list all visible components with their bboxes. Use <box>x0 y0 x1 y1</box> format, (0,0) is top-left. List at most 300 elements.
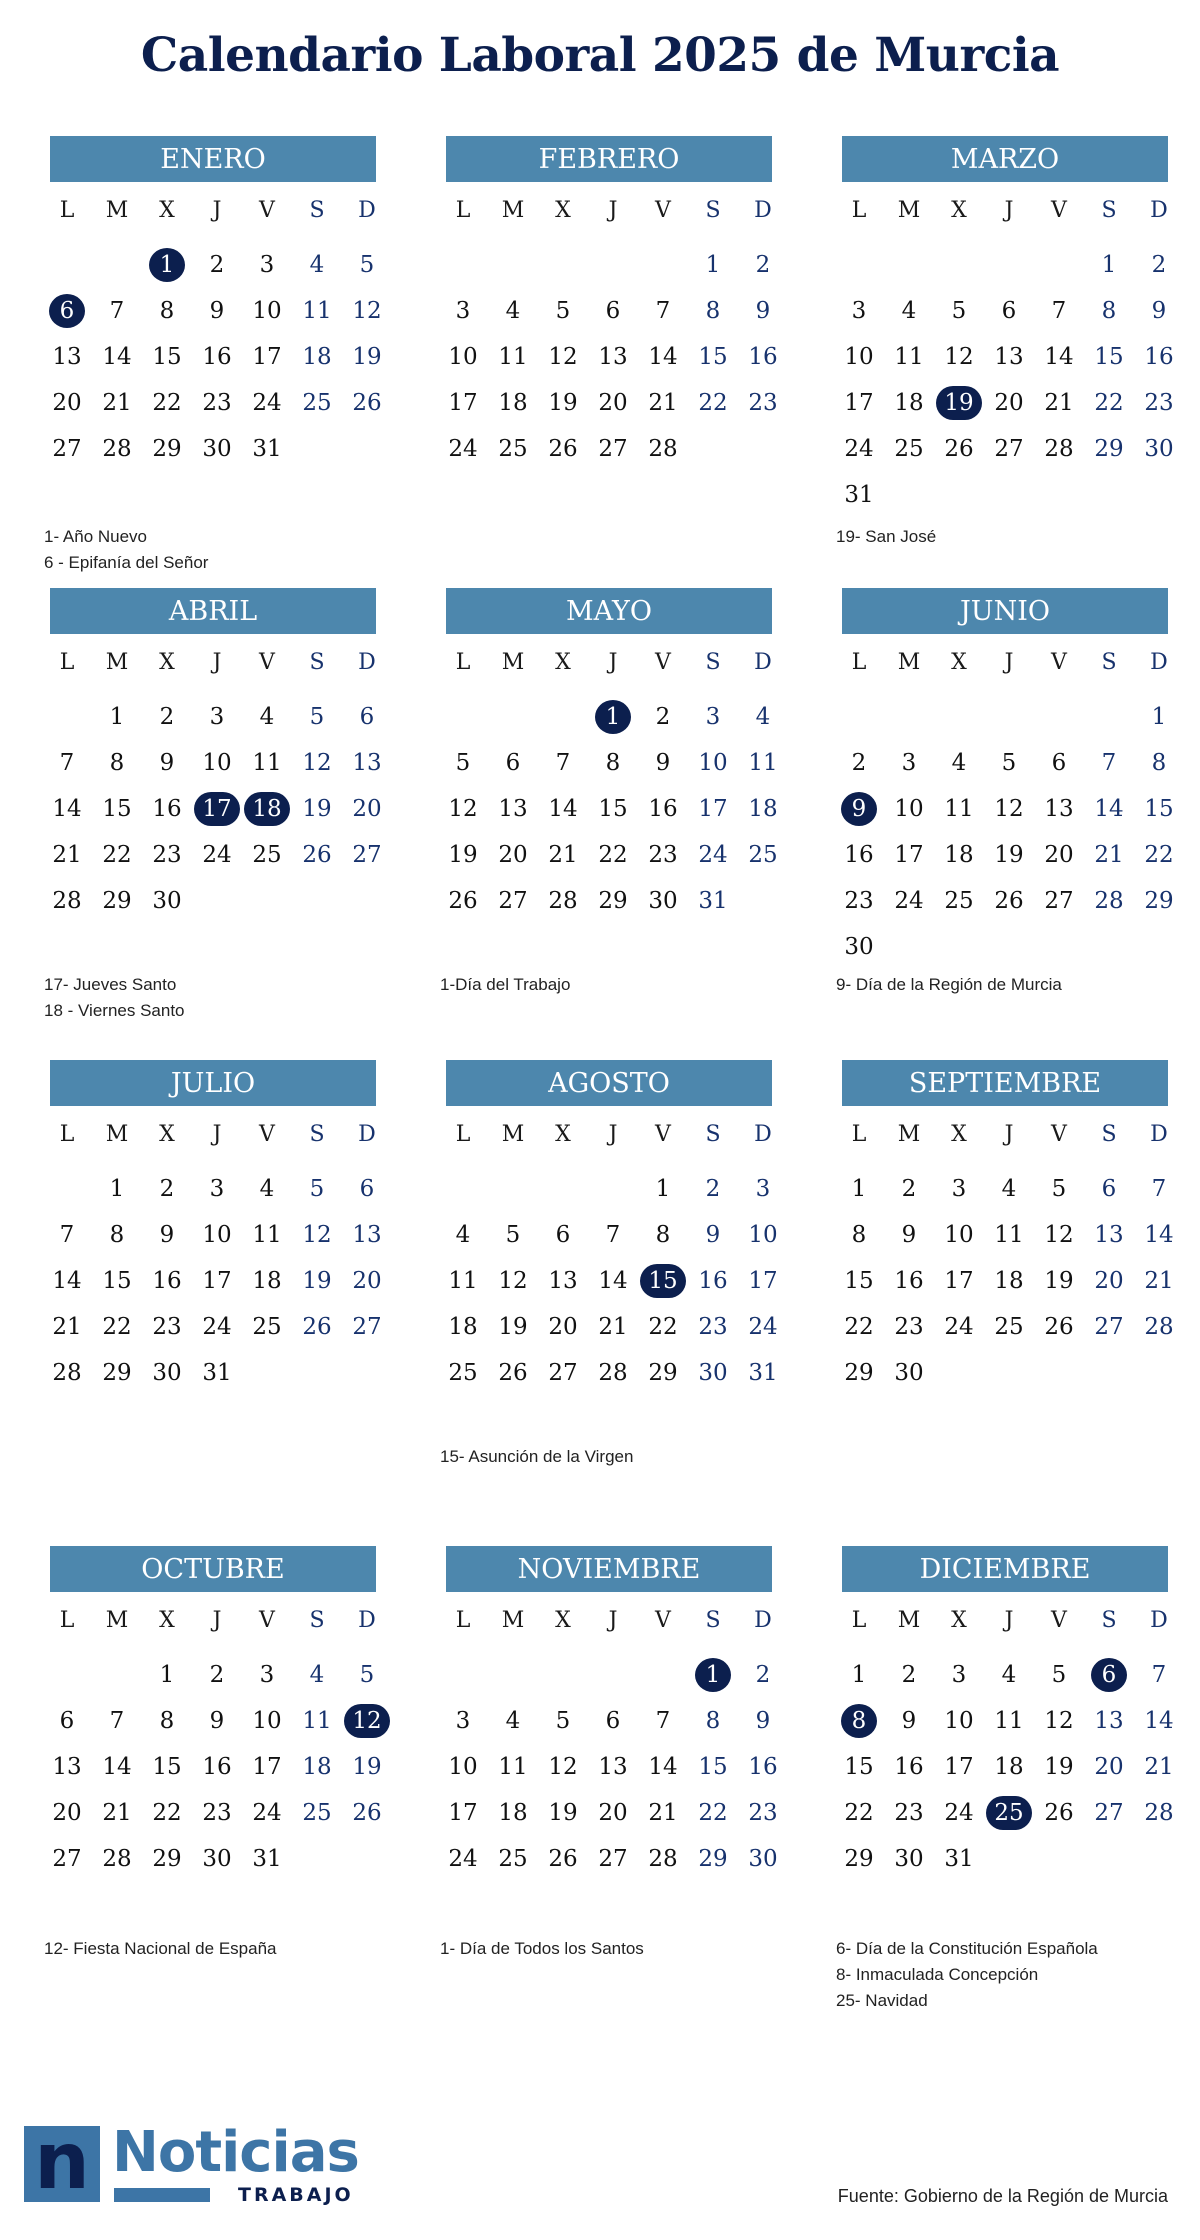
calendar-day: 16 <box>894 1268 924 1294</box>
calendar-day: 8 <box>159 1708 175 1734</box>
calendar-day: 19 <box>548 390 578 416</box>
weekday-label: S <box>309 650 325 675</box>
calendar-day: 12 <box>352 298 382 324</box>
calendar-day: 15 <box>844 1754 874 1780</box>
calendar-day: 22 <box>1144 842 1174 868</box>
calendar-day: 27 <box>352 1314 382 1340</box>
calendar-day: 7 <box>1151 1176 1167 1202</box>
calendar-day: 26 <box>498 1360 528 1386</box>
calendar-day: 31 <box>252 436 282 462</box>
calendar-day: 3 <box>951 1662 967 1688</box>
calendar-day: 10 <box>448 1754 478 1780</box>
weekday-label: X <box>555 650 571 675</box>
calendar-day: 21 <box>1044 390 1074 416</box>
calendar-day: 20 <box>598 390 628 416</box>
calendar-day: 25 <box>944 888 974 914</box>
holiday-note: 17- Jueves Santo <box>44 975 177 994</box>
calendar-day: 4 <box>455 1222 471 1248</box>
calendar-day: 4 <box>259 704 275 730</box>
weekday-label: J <box>212 650 222 675</box>
calendar-day: 1 <box>851 1662 867 1688</box>
month-header: AGOSTO <box>446 1060 772 1106</box>
calendar-day: 25 <box>748 842 778 868</box>
calendar-day: 31 <box>944 1846 974 1872</box>
calendar-day: 14 <box>52 1268 82 1294</box>
weekday-label: X <box>951 650 967 675</box>
calendar-day: 11 <box>252 1222 282 1248</box>
holiday-notes <box>44 1936 276 1962</box>
calendar-day: 3 <box>209 1176 225 1202</box>
month-header: JUNIO <box>842 588 1168 634</box>
calendar-day: 18 <box>252 1268 282 1294</box>
calendar-day: 3 <box>259 252 275 278</box>
calendar-day: 3 <box>755 1176 771 1202</box>
calendar-day: 5 <box>359 1662 375 1688</box>
month-header: NOVIEMBRE <box>446 1546 772 1592</box>
holiday-day: 17 <box>192 790 242 828</box>
holiday-day: 1 <box>142 246 192 284</box>
calendar-day: 8 <box>851 1222 867 1248</box>
calendar-day: 30 <box>1144 436 1174 462</box>
calendar-day: 23 <box>202 390 232 416</box>
calendar-day: 31 <box>748 1360 778 1386</box>
calendar-day: 10 <box>944 1222 974 1248</box>
calendar-day: 12 <box>1044 1708 1074 1734</box>
calendar-day: 3 <box>455 1708 471 1734</box>
calendar-day: 14 <box>1094 796 1124 822</box>
calendar-day: 27 <box>1044 888 1074 914</box>
weekday-label: V <box>1051 1122 1067 1147</box>
calendar-day: 7 <box>655 298 671 324</box>
calendar-day: 14 <box>598 1268 628 1294</box>
calendar-day: 20 <box>52 390 82 416</box>
calendar-day: 18 <box>748 796 778 822</box>
calendar-day: 31 <box>202 1360 232 1386</box>
holiday-note: 15- Asunción de la Virgen <box>440 1447 634 1466</box>
calendar-day: 17 <box>698 796 728 822</box>
calendar-day: 1 <box>655 1176 671 1202</box>
calendar-day: 7 <box>109 298 125 324</box>
holiday-day: 18 <box>242 790 292 828</box>
calendar-day: 23 <box>152 842 182 868</box>
calendar-day: 2 <box>901 1662 917 1688</box>
calendar-day: 15 <box>598 796 628 822</box>
holiday-note: 8- Inmaculada Concepción <box>836 1965 1039 1984</box>
weekday-label: J <box>1004 1122 1014 1147</box>
calendar-day: 21 <box>598 1314 628 1340</box>
calendar-day: 31 <box>252 1846 282 1872</box>
month-header: FEBRERO <box>446 136 772 182</box>
calendar-day: 13 <box>498 796 528 822</box>
calendar-day: 15 <box>698 344 728 370</box>
calendar-day: 23 <box>894 1314 924 1340</box>
calendar-day: 30 <box>748 1846 778 1872</box>
calendar-day: 1 <box>109 704 125 730</box>
calendar-day: 25 <box>252 1314 282 1340</box>
calendar-day: 15 <box>152 344 182 370</box>
weekday-label: M <box>105 198 129 223</box>
calendar-day: 22 <box>152 390 182 416</box>
weekday-label: V <box>655 1608 671 1633</box>
calendar-day: 29 <box>598 888 628 914</box>
calendar-day: 5 <box>309 704 325 730</box>
calendar-day: 14 <box>102 1754 132 1780</box>
calendar-day: 25 <box>894 436 924 462</box>
calendar-day: 10 <box>252 1708 282 1734</box>
calendar-day: 18 <box>994 1754 1024 1780</box>
calendar-day: 5 <box>1051 1662 1067 1688</box>
calendar-day: 9 <box>655 750 671 776</box>
calendar-day: 25 <box>994 1314 1024 1340</box>
holiday-note: 9- Día de la Región de Murcia <box>836 975 1062 994</box>
calendar-day: 21 <box>1144 1754 1174 1780</box>
calendar-day: 9 <box>755 1708 771 1734</box>
calendar-day: 29 <box>698 1846 728 1872</box>
holiday-notes <box>836 972 1062 998</box>
weekday-label: D <box>358 1608 376 1633</box>
calendar-day: 24 <box>748 1314 778 1340</box>
calendar-day: 6 <box>1101 1176 1117 1202</box>
calendar-day: 18 <box>448 1314 478 1340</box>
calendar-day: 11 <box>498 344 528 370</box>
calendar-day: 30 <box>152 1360 182 1386</box>
weekday-label: M <box>897 1608 921 1633</box>
calendar-day: 18 <box>302 344 332 370</box>
weekday-label: S <box>705 650 721 675</box>
calendar-day: 8 <box>159 298 175 324</box>
holiday-note: 25- Navidad <box>836 1991 928 2010</box>
weekday-label: D <box>358 650 376 675</box>
calendar-day: 29 <box>844 1846 874 1872</box>
calendar-day: 10 <box>844 344 874 370</box>
calendar-day: 14 <box>1044 344 1074 370</box>
weekday-label: S <box>309 1122 325 1147</box>
calendar-day: 28 <box>598 1360 628 1386</box>
calendar-day: 24 <box>252 1800 282 1826</box>
calendar-day: 9 <box>755 298 771 324</box>
calendar-day: 27 <box>352 842 382 868</box>
calendar-day: 12 <box>944 344 974 370</box>
calendar-day: 24 <box>202 842 232 868</box>
calendar-day: 8 <box>1151 750 1167 776</box>
calendar-day: 2 <box>209 1662 225 1688</box>
calendar-day: 22 <box>844 1314 874 1340</box>
calendar-day: 2 <box>851 750 867 776</box>
calendar-day: 3 <box>705 704 721 730</box>
calendar-day: 4 <box>309 252 325 278</box>
calendar-day: 9 <box>1151 298 1167 324</box>
calendar-day: 10 <box>202 1222 232 1248</box>
calendar-day: 18 <box>498 390 528 416</box>
calendar-day: 4 <box>259 1176 275 1202</box>
weekday-label: L <box>851 1608 867 1633</box>
calendar-day: 19 <box>302 1268 332 1294</box>
weekday-label: L <box>455 650 471 675</box>
holiday-note: 1- Año Nuevo <box>44 527 148 546</box>
calendar-day: 1 <box>705 252 721 278</box>
calendar-day: 29 <box>1094 436 1124 462</box>
weekday-label: V <box>259 1608 275 1633</box>
calendar-day: 5 <box>455 750 471 776</box>
calendar-day: 11 <box>748 750 778 776</box>
calendar-day: 20 <box>1094 1754 1124 1780</box>
weekday-label: S <box>1101 650 1117 675</box>
calendar-day: 4 <box>1001 1662 1017 1688</box>
calendar-day: 8 <box>109 1222 125 1248</box>
weekday-label: M <box>897 650 921 675</box>
calendar-day: 11 <box>252 750 282 776</box>
calendar-day: 9 <box>901 1222 917 1248</box>
calendar-day: 20 <box>498 842 528 868</box>
calendar-day: 5 <box>505 1222 521 1248</box>
weekday-label: L <box>455 1608 471 1633</box>
calendar-day: 18 <box>994 1268 1024 1294</box>
weekday-label: J <box>1004 198 1014 223</box>
calendar-day: 28 <box>102 436 132 462</box>
calendar-day: 27 <box>598 436 628 462</box>
calendar-day: 3 <box>455 298 471 324</box>
calendar-day: 15 <box>698 1754 728 1780</box>
calendar-day: 18 <box>302 1754 332 1780</box>
weekday-label: L <box>59 1608 75 1633</box>
calendar-day: 11 <box>894 344 924 370</box>
calendar-day: 25 <box>498 436 528 462</box>
calendar-day: 22 <box>1094 390 1124 416</box>
weekday-label: M <box>501 650 525 675</box>
calendar-day: 23 <box>152 1314 182 1340</box>
calendar-day: 18 <box>944 842 974 868</box>
weekday-label: J <box>608 1122 618 1147</box>
month-header: ENERO <box>50 136 376 182</box>
weekday-label: S <box>705 1608 721 1633</box>
calendar-day: 26 <box>1044 1314 1074 1340</box>
calendar-day: 5 <box>555 298 571 324</box>
calendar-day: 25 <box>252 842 282 868</box>
month-header: SEPTIEMBRE <box>842 1060 1168 1106</box>
calendar-day: 22 <box>648 1314 678 1340</box>
calendar-day: 22 <box>844 1800 874 1826</box>
calendar-day: 29 <box>102 888 132 914</box>
calendar-day: 15 <box>102 796 132 822</box>
calendar-day: 27 <box>994 436 1024 462</box>
calendar-day: 30 <box>202 436 232 462</box>
weekday-label: S <box>309 198 325 223</box>
holiday-note: 12- Fiesta Nacional de España <box>44 1939 277 1958</box>
weekday-label: M <box>105 650 129 675</box>
calendar-day: 28 <box>1044 436 1074 462</box>
weekday-label: X <box>555 198 571 223</box>
calendar-day: 6 <box>605 1708 621 1734</box>
calendar-day: 22 <box>152 1800 182 1826</box>
page-title: Calendario Laboral 2025 de Murcia <box>140 28 1060 83</box>
calendar-day: 6 <box>605 298 621 324</box>
weekday-label: X <box>555 1122 571 1147</box>
calendar-day: 13 <box>1094 1222 1124 1248</box>
calendar-day: 9 <box>901 1708 917 1734</box>
calendar-day: 2 <box>755 252 771 278</box>
calendar-day: 13 <box>352 1222 382 1248</box>
holiday-day: 1 <box>588 698 638 736</box>
calendar-day: 3 <box>951 1176 967 1202</box>
calendar-day: 29 <box>102 1360 132 1386</box>
calendar-day: 19 <box>448 842 478 868</box>
calendar-day: 10 <box>202 750 232 776</box>
calendar-day: 9 <box>159 750 175 776</box>
calendar-day: 11 <box>302 298 332 324</box>
weekday-label: S <box>309 1608 325 1633</box>
calendar-day: 5 <box>1001 750 1017 776</box>
weekday-label: L <box>851 650 867 675</box>
holiday-note: 1-Día del Trabajo <box>440 975 571 994</box>
calendar-day: 17 <box>448 390 478 416</box>
calendar-day: 28 <box>648 1846 678 1872</box>
calendar-day: 28 <box>1144 1800 1174 1826</box>
calendar-day: 21 <box>548 842 578 868</box>
holiday-notes <box>44 524 208 576</box>
calendar-day: 18 <box>498 1800 528 1826</box>
logo-word: Noticias <box>112 2120 359 2185</box>
calendar-day: 16 <box>202 1754 232 1780</box>
calendar-day: 16 <box>152 796 182 822</box>
weekday-label: D <box>1150 1608 1168 1633</box>
calendar-day: 27 <box>1094 1800 1124 1826</box>
calendar-day: 20 <box>598 1800 628 1826</box>
calendar-day: 25 <box>302 1800 332 1826</box>
calendar-day: 4 <box>309 1662 325 1688</box>
calendar-day: 5 <box>1051 1176 1067 1202</box>
holiday-notes <box>836 1936 1098 2014</box>
calendar-day: 7 <box>1101 750 1117 776</box>
calendar-day: 16 <box>844 842 874 868</box>
holiday-note: 1- Día de Todos los Santos <box>440 1939 644 1958</box>
month-header: DICIEMBRE <box>842 1546 1168 1592</box>
calendar-day: 22 <box>102 1314 132 1340</box>
calendar-day: 30 <box>894 1360 924 1386</box>
weekday-label: L <box>59 1122 75 1147</box>
calendar-day: 13 <box>994 344 1024 370</box>
calendar-day: 2 <box>655 704 671 730</box>
weekday-label: S <box>705 198 721 223</box>
weekday-label: S <box>705 1122 721 1147</box>
calendar-day: 14 <box>648 1754 678 1780</box>
calendar-day: 16 <box>894 1754 924 1780</box>
calendar-day: 16 <box>202 344 232 370</box>
calendar-day: 4 <box>755 704 771 730</box>
calendar-day: 30 <box>152 888 182 914</box>
holiday-day: 1 <box>688 1656 738 1694</box>
weekday-label: S <box>1101 1608 1117 1633</box>
calendar-day: 15 <box>844 1268 874 1294</box>
calendar-day: 8 <box>1101 298 1117 324</box>
calendar-day: 22 <box>598 842 628 868</box>
calendar-day: 13 <box>52 344 82 370</box>
holiday-note: 6 - Epifanía del Señor <box>44 553 209 572</box>
calendar-day: 26 <box>548 436 578 462</box>
calendar-day: 21 <box>102 390 132 416</box>
calendar-day: 10 <box>698 750 728 776</box>
calendar-day: 28 <box>52 1360 82 1386</box>
holiday-day: 6 <box>42 292 92 330</box>
calendar-day: 17 <box>448 1800 478 1826</box>
calendar-day: 8 <box>705 1708 721 1734</box>
calendar-day: 27 <box>548 1360 578 1386</box>
weekday-label: V <box>259 198 275 223</box>
calendar-day: 28 <box>52 888 82 914</box>
weekday-label: L <box>59 198 75 223</box>
weekday-label: D <box>754 198 772 223</box>
calendar-day: 26 <box>1044 1800 1074 1826</box>
calendar-day: 9 <box>209 298 225 324</box>
calendar-day: 26 <box>994 888 1024 914</box>
weekday-label: V <box>1051 1608 1067 1633</box>
calendar-day: 14 <box>52 796 82 822</box>
calendar-day: 23 <box>698 1314 728 1340</box>
weekday-label: J <box>608 198 618 223</box>
weekday-label: D <box>1150 1122 1168 1147</box>
holiday-day: 25 <box>984 1794 1034 1832</box>
calendar-day: 25 <box>448 1360 478 1386</box>
calendar-day: 28 <box>648 436 678 462</box>
calendar-day: 25 <box>302 390 332 416</box>
calendar-day: 12 <box>1044 1222 1074 1248</box>
calendar-day: 13 <box>598 1754 628 1780</box>
calendar-day: 20 <box>52 1800 82 1826</box>
weekday-label: X <box>951 1608 967 1633</box>
weekday-label: J <box>608 1608 618 1633</box>
weekday-label: L <box>455 1122 471 1147</box>
weekday-label: D <box>754 1608 772 1633</box>
source-credit: Fuente: Gobierno de la Región de Murcia <box>837 2186 1168 2206</box>
calendar-day: 12 <box>448 796 478 822</box>
calendar-day: 13 <box>52 1754 82 1780</box>
calendar-day: 12 <box>302 1222 332 1248</box>
holiday-day: 6 <box>1084 1656 1134 1694</box>
calendar-day: 27 <box>52 1846 82 1872</box>
calendar-day: 21 <box>1144 1268 1174 1294</box>
calendar-day: 19 <box>498 1314 528 1340</box>
calendar-day: 8 <box>705 298 721 324</box>
holiday-day: 12 <box>342 1702 392 1740</box>
calendar-day: 29 <box>844 1360 874 1386</box>
weekday-label: S <box>1101 198 1117 223</box>
calendar-day: 10 <box>252 298 282 324</box>
weekday-label: X <box>159 1608 175 1633</box>
calendar-day: 2 <box>705 1176 721 1202</box>
holiday-notes <box>836 524 936 550</box>
calendar-day: 20 <box>1094 1268 1124 1294</box>
weekday-label: J <box>608 650 618 675</box>
calendar-day: 6 <box>359 1176 375 1202</box>
calendar-day: 7 <box>59 1222 75 1248</box>
calendar-day: 12 <box>548 1754 578 1780</box>
calendar-day: 8 <box>655 1222 671 1248</box>
calendar-day: 2 <box>209 252 225 278</box>
calendar-day: 20 <box>352 1268 382 1294</box>
weekday-label: J <box>1004 1608 1014 1633</box>
calendar-day: 19 <box>352 1754 382 1780</box>
month-header: ABRIL <box>50 588 376 634</box>
calendar-day: 29 <box>648 1360 678 1386</box>
calendar-day: 6 <box>59 1708 75 1734</box>
calendar-day: 28 <box>102 1846 132 1872</box>
calendar-day: 27 <box>498 888 528 914</box>
calendar-day: 19 <box>352 344 382 370</box>
weekday-label: D <box>754 650 772 675</box>
weekday-label: L <box>455 198 471 223</box>
calendar-day: 6 <box>359 704 375 730</box>
calendar-day: 7 <box>109 1708 125 1734</box>
calendar-day: 19 <box>548 1800 578 1826</box>
